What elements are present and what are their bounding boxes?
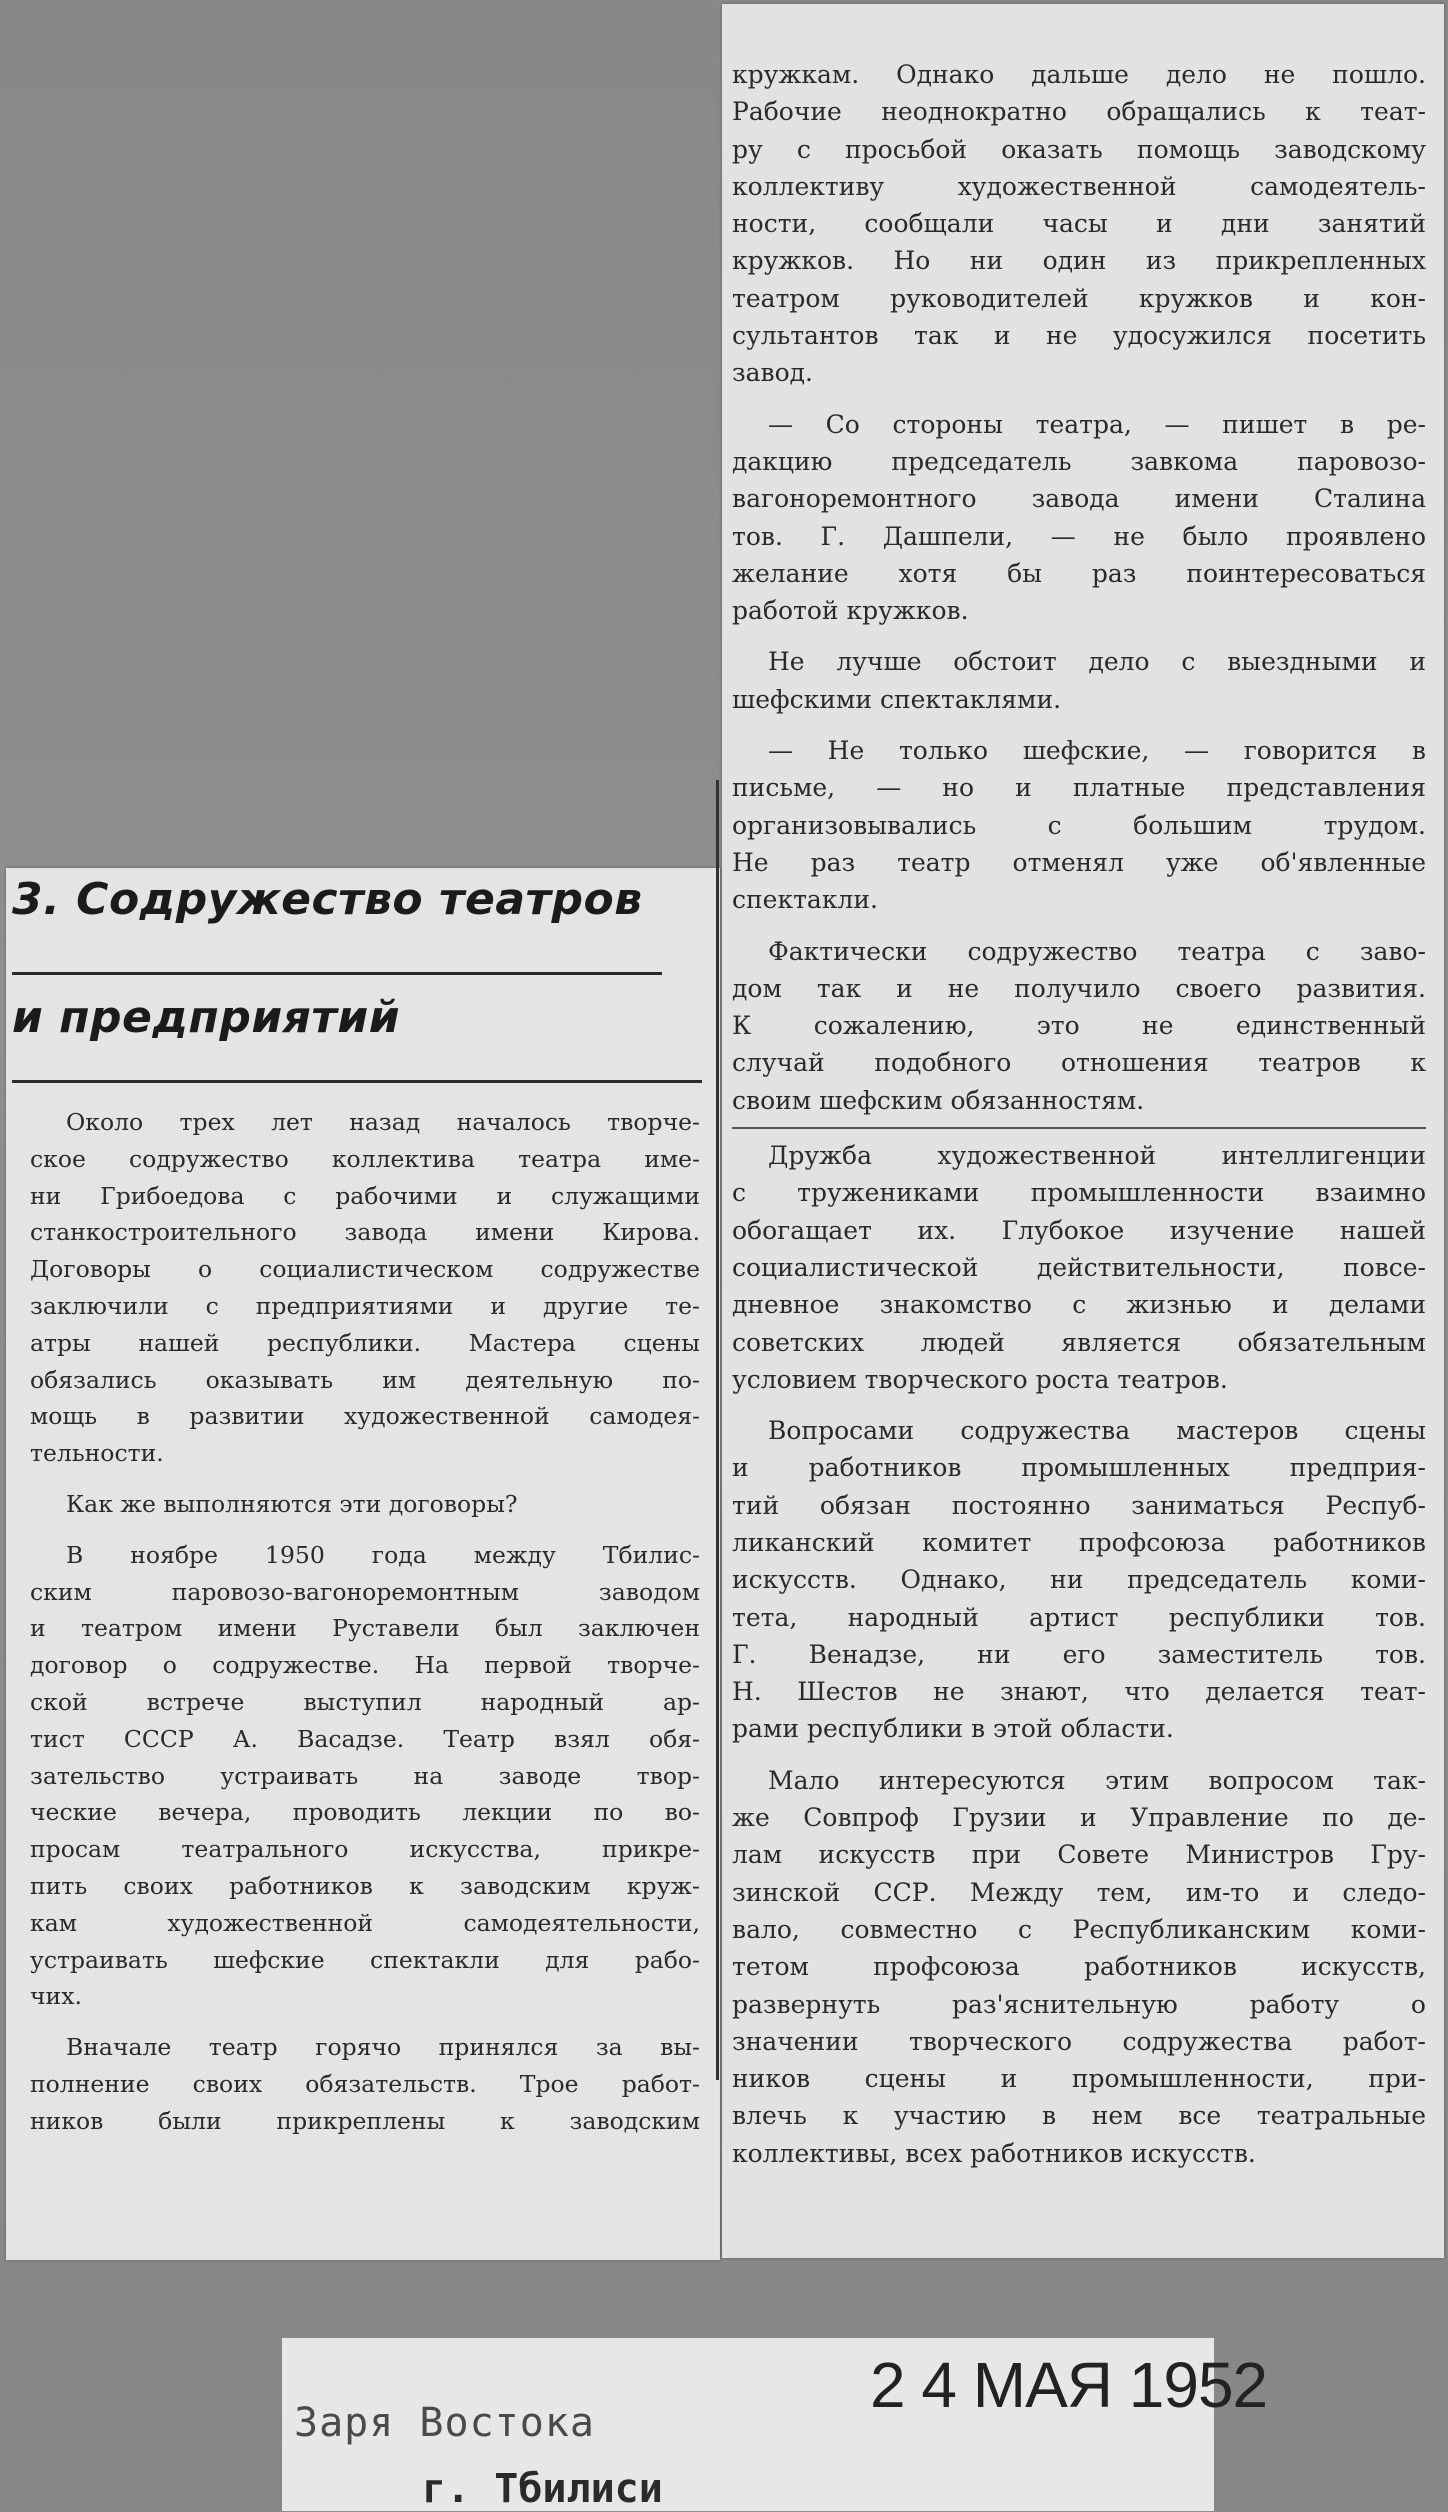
text-line: тельности. bbox=[30, 1439, 164, 1468]
text-line: обогащает их. Глубокое изучение нашей bbox=[732, 1215, 1426, 1245]
text-line: чих. bbox=[30, 1982, 82, 2011]
text-line: советских людей является обязательным bbox=[732, 1327, 1426, 1357]
source-stamp-card bbox=[282, 2338, 1268, 2512]
text-line: Договоры о социалистическом содружестве bbox=[30, 1255, 700, 1284]
text-line: развернуть раз'яснительную работу о bbox=[732, 1989, 1426, 2019]
text-line: тист СССР А. Васадзе. Театр взял обя- bbox=[30, 1724, 700, 1753]
text-line: мощь в развитии художественной самодея- bbox=[30, 1402, 700, 1431]
text-line: станкостроительного завода имени Кирова. bbox=[30, 1218, 700, 1247]
text-line: Мало интересуются этим вопросом так- bbox=[768, 1765, 1426, 1795]
text-line: кружков. Но ни один из прикрепленных bbox=[732, 246, 1426, 276]
section-separator bbox=[732, 1119, 1426, 1137]
text-line: зинской ССР. Между тем, им-то и следо- bbox=[732, 1877, 1426, 1907]
text-line: Вначале театр горячо принялся за вы- bbox=[66, 2033, 700, 2062]
text-line: ников сцены и промышленности, при- bbox=[732, 2064, 1426, 2094]
text-line: вало, совместно с Республиканским коми- bbox=[732, 1914, 1426, 1944]
text-line: ским паровозо-вагоноремонтным заводом bbox=[30, 1577, 700, 1606]
paragraph-gap bbox=[732, 919, 1426, 933]
text-line: Не лучше обстоит дело с выездными и bbox=[768, 647, 1426, 677]
section-heading-line1: 3. Содружество театров bbox=[12, 874, 643, 925]
text-line: ников были прикреплены к заводским bbox=[30, 2106, 700, 2135]
text-line: — Со стороны театра, — пишет в ре- bbox=[768, 409, 1426, 439]
text-line: дом так и не получило своего развития. bbox=[732, 973, 1426, 1003]
heading-rule bbox=[12, 972, 662, 975]
text-line: — Не только шефские, — говорится в bbox=[768, 736, 1426, 766]
heading-rule bbox=[12, 1080, 702, 1083]
text-line: вагоноремонтного завода имени Сталина bbox=[732, 484, 1426, 514]
text-line: коллективу художественной самодеятель- bbox=[732, 171, 1426, 201]
text-line: В ноябре 1950 года между Тбилис- bbox=[66, 1540, 700, 1569]
text-line: тий обязан постоянно заниматься Респуб- bbox=[732, 1490, 1426, 1520]
text-line: ческие вечера, проводить лекции по во- bbox=[30, 1798, 700, 1827]
text-line: кружкам. Однако дальше дело не пошло. bbox=[732, 60, 1426, 89]
text-line: тов. Г. Дашпели, — не было проявлено bbox=[732, 521, 1426, 551]
paragraph-gap bbox=[732, 1398, 1426, 1412]
text-line: обязались оказывать им деятельную по- bbox=[30, 1365, 700, 1394]
newspaper-name: Заря Востока bbox=[294, 2400, 595, 2446]
text-line: зательство устраивать на заводе твор- bbox=[30, 1761, 700, 1790]
paragraph-gap bbox=[732, 629, 1426, 643]
paragraph-gap bbox=[732, 392, 1426, 406]
paragraph-gap bbox=[30, 1472, 700, 1486]
text-line: дневное знакомство с жизнью и делами bbox=[732, 1290, 1426, 1320]
text-line: Около трех лет назад началось творче- bbox=[66, 1108, 700, 1136]
text-line: заключили с предприятиями и другие те- bbox=[30, 1291, 700, 1320]
text-line: ликанский комитет профсоюза работников bbox=[732, 1527, 1426, 1557]
text-line: пить своих работников к заводским круж- bbox=[30, 1871, 700, 1900]
text-line: условием творческого роста театров. bbox=[732, 1364, 1228, 1394]
text-line: шефскими спектаклями. bbox=[732, 684, 1062, 714]
text-line: устраивать шефские спектакли для рабо- bbox=[30, 1945, 700, 1974]
text-line: К сожалению, это не единственный bbox=[732, 1011, 1426, 1041]
paragraph-gap bbox=[732, 1748, 1426, 1762]
text-line: значении творческого содружества работ- bbox=[732, 2026, 1426, 2056]
text-line: ское содружество коллектива театра име- bbox=[30, 1144, 700, 1173]
paragraph-gap bbox=[732, 718, 1426, 732]
text-line: коллективы, всех работников искусств. bbox=[732, 2138, 1256, 2168]
text-line: просам театрального искусства, прикре- bbox=[30, 1835, 700, 1864]
text-line: Н. Шестов не знают, что делается теат- bbox=[732, 1677, 1426, 1707]
date-stamp: 2 4 МАЯ 1952 bbox=[870, 2349, 1268, 2421]
text-line: договор о содружестве. На первой творче- bbox=[30, 1651, 700, 1680]
text-line: театром руководителей кружков и кон- bbox=[732, 283, 1426, 313]
text-line: рами республики в этой области. bbox=[732, 1714, 1174, 1744]
left-column-text bbox=[30, 1104, 700, 2140]
text-line: кам художественной самодеятельности, bbox=[30, 1908, 700, 1937]
article-clipping-right bbox=[722, 4, 1444, 2258]
text-line: полнение своих обязательств. Трое работ- bbox=[30, 2069, 700, 2098]
text-line: и работников промышленных предприя- bbox=[732, 1453, 1426, 1483]
text-line: влечь к участию в нем все театральные bbox=[732, 2101, 1426, 2131]
text-line: Фактически содружество театра с заво- bbox=[768, 936, 1426, 966]
text-line: Дружба художественной интеллигенции bbox=[768, 1141, 1426, 1171]
text-line: Рабочие неоднократно обращались к теат- bbox=[732, 97, 1426, 127]
text-line: социалистической действительности, повсе- bbox=[732, 1252, 1426, 1282]
text-line: искусств. Однако, ни председатель коми- bbox=[732, 1565, 1426, 1595]
text-line: лам искусств при Совете Министров Гру- bbox=[732, 1840, 1426, 1870]
text-line: с тружениками промышленности взаимно bbox=[732, 1178, 1426, 1208]
text-line: атры нашей республики. Мастера сцены bbox=[30, 1328, 700, 1357]
text-line: Не раз театр отменял уже об'явленные bbox=[732, 847, 1426, 877]
paragraph-gap bbox=[30, 2015, 700, 2029]
text-line: Как же выполняются эти договоры? bbox=[66, 1489, 518, 1518]
text-line: письме, — но и платные представления bbox=[732, 773, 1426, 803]
city-name: г. Тбилиси bbox=[422, 2466, 663, 2512]
text-line: дакцию председатель завкома паровозо- bbox=[732, 446, 1426, 476]
text-line: своим шефским обязанностям. bbox=[732, 1085, 1145, 1115]
text-line: ру с просьбой оказать помощь заводскому bbox=[732, 134, 1426, 164]
text-line: спектакли. bbox=[732, 885, 878, 915]
text-line: желание хотя бы раз поинтересоваться bbox=[732, 558, 1426, 588]
text-line: завод. bbox=[732, 358, 814, 388]
text-line: случай подобного отношения театров к bbox=[732, 1048, 1426, 1078]
text-line: ни Грибоедова с рабочими и служащими bbox=[30, 1181, 700, 1210]
text-line: ской встрече выступил народный ар- bbox=[30, 1687, 700, 1716]
text-line: сультантов так и не удосужился посетить bbox=[732, 321, 1426, 351]
text-line: работой кружков. bbox=[732, 596, 969, 626]
text-line: Вопросами содружества мастеров сцены bbox=[768, 1416, 1426, 1446]
text-line: и театром имени Руставели был заключен bbox=[30, 1614, 700, 1643]
article-clipping-left bbox=[6, 868, 720, 2260]
column-divider bbox=[716, 780, 719, 2080]
paragraph-gap bbox=[30, 1523, 700, 1537]
right-column-text bbox=[732, 56, 1426, 2172]
text-line: тетом профсоюза работников искусств, bbox=[732, 1952, 1426, 1982]
text-line: тета, народный артист республики тов. bbox=[732, 1602, 1426, 1632]
text-line: же Совпроф Грузии и Управление по де- bbox=[732, 1803, 1426, 1833]
section-heading-line2: и предприятий bbox=[12, 992, 401, 1043]
text-line: ности, сообщали часы и дни занятий bbox=[732, 209, 1426, 239]
text-line: Г. Венадзе, ни его заместитель тов. bbox=[732, 1639, 1426, 1669]
text-line: организовывались с большим трудом. bbox=[732, 810, 1426, 840]
